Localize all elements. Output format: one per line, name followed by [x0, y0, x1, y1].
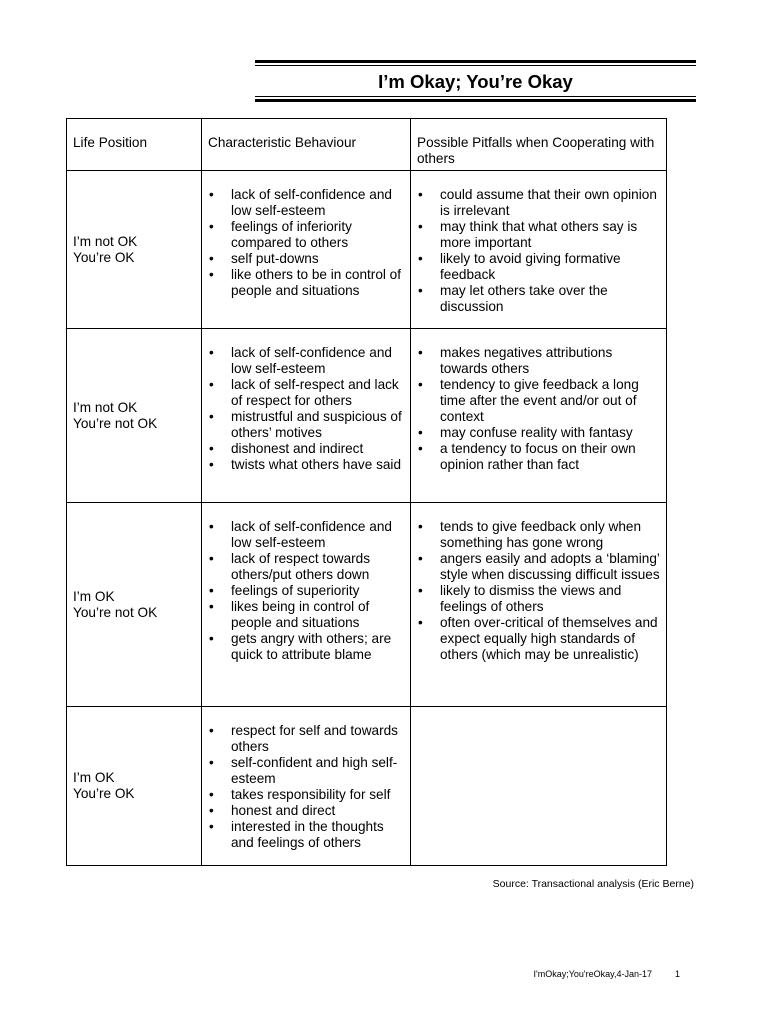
life-position-line-2: You’re not OK [73, 604, 158, 620]
life-position-line-2: You’re OK [73, 786, 135, 801]
behaviour-item: • lack of self-respect and lack of respect for others [208, 377, 404, 409]
behaviour-item: • dishonest and indirect [208, 441, 404, 457]
pitfall-item: • tends to give feedback only when something has gone wrong [417, 519, 660, 551]
source-note: Source: Transactional analysis (Eric Berne) [492, 878, 694, 890]
behaviour-list [208, 519, 404, 663]
table-row [67, 503, 667, 707]
life-position-line-1: I’m OK [73, 588, 115, 604]
behaviour-list [208, 187, 404, 299]
life-position-line-1: I’m OK [73, 770, 115, 785]
life-position-table [66, 118, 667, 866]
pitfalls-list [417, 187, 660, 315]
behaviour-cell [202, 707, 411, 866]
pitfalls-cell-empty [411, 707, 667, 866]
behaviour-list [208, 723, 404, 851]
table-row [67, 171, 667, 329]
life-position-cell [67, 171, 202, 329]
pitfall-item: • a tendency to focus on their own opinion rather than fact [417, 441, 660, 473]
behaviour-item: • honest and direct [208, 803, 404, 819]
behaviour-cell [202, 171, 411, 329]
behaviour-item: • gets angry with others; are quick to attribute blame [208, 631, 404, 663]
behaviour-item: • lack of respect towards others/put others down [208, 551, 404, 583]
behaviour-item: • mistrustful and suspicious of others’ motives [208, 409, 404, 441]
pitfalls-cell [411, 171, 667, 329]
pitfalls-list [417, 345, 660, 473]
pitfall-item: • may confuse reality with fantasy [417, 425, 660, 441]
footer-doc-name: I'mOkay;You'reOkay,4-Jan-17 [533, 969, 652, 979]
life-position-cell [67, 329, 202, 503]
behaviour-item: • feelings of inferiority compared to others [208, 219, 404, 251]
title-top-rule-thick [255, 60, 696, 63]
behaviour-item: • self-confident and high self-esteem [208, 755, 404, 787]
life-position-cell [67, 503, 202, 707]
header-characteristic-behaviour: Characteristic Behaviour [202, 119, 411, 171]
pitfall-item: • makes negatives attributions towards others [417, 345, 660, 377]
life-position-line-2: You’re not OK [73, 415, 158, 431]
behaviour-item: • feelings of superiority [208, 583, 404, 599]
footer-page-number: 1 [674, 969, 680, 979]
behaviour-item: • takes responsibility for self [208, 787, 404, 803]
pitfall-item: • likely to avoid giving formative feedback [417, 251, 660, 283]
life-position-line-1: I’m not OK [73, 233, 138, 249]
header-possible-pitfalls: Possible Pitfalls when Cooperating with others [411, 119, 667, 171]
title-bottom-rule-thin [255, 96, 696, 97]
behaviour-item: • lack of self-confidence and low self-esteem [208, 187, 404, 219]
header-life-position: Life Position [67, 119, 202, 171]
table-row [67, 707, 667, 866]
behaviour-item: • lack of self-confidence and low self-esteem [208, 519, 404, 551]
title-bottom-rule-thick [255, 99, 696, 102]
behaviour-item: • twists what others have said [208, 457, 404, 473]
life-position-line-1: I’m not OK [73, 399, 138, 415]
pitfall-item: • could assume that their own opinion is irrelevant [417, 187, 660, 219]
table-row [67, 329, 667, 503]
pitfalls-cell [411, 503, 667, 707]
behaviour-item: • lack of self-confidence and low self-esteem [208, 345, 404, 377]
pitfall-item: • may think that what others say is more important [417, 219, 660, 251]
page-title: I’m Okay; You’re Okay [378, 71, 573, 92]
pitfall-item: • often over-critical of themselves and expect equally high standards of others (which may be unrealistic) [417, 615, 660, 663]
table-header-row [67, 119, 667, 171]
pitfalls-cell [411, 329, 667, 503]
pitfall-item: • likely to dismiss the views and feelings of others [417, 583, 660, 615]
behaviour-item: • respect for self and towards others [208, 723, 404, 755]
behaviour-cell [202, 329, 411, 503]
title-top-rule-thin [255, 65, 696, 66]
behaviour-item: • likes being in control of people and situations [208, 599, 404, 631]
pitfalls-list [417, 519, 660, 663]
behaviour-list [208, 345, 404, 473]
behaviour-item: • interested in the thoughts and feelings of others [208, 819, 404, 851]
life-position-line-2: You’re OK [73, 249, 135, 265]
pitfall-item: • tendency to give feedback a long time after the event and/or out of context [417, 377, 660, 425]
pitfall-item: • angers easily and adopts a ‘blaming’ style when discussing difficult issues [417, 551, 660, 583]
life-position-cell [67, 707, 202, 866]
behaviour-item: • self put-downs [208, 251, 404, 267]
title-block [255, 60, 696, 102]
pitfall-item: • may let others take over the discussion [417, 283, 660, 315]
behaviour-cell [202, 503, 411, 707]
behaviour-item: • like others to be in control of people and situations [208, 267, 404, 299]
